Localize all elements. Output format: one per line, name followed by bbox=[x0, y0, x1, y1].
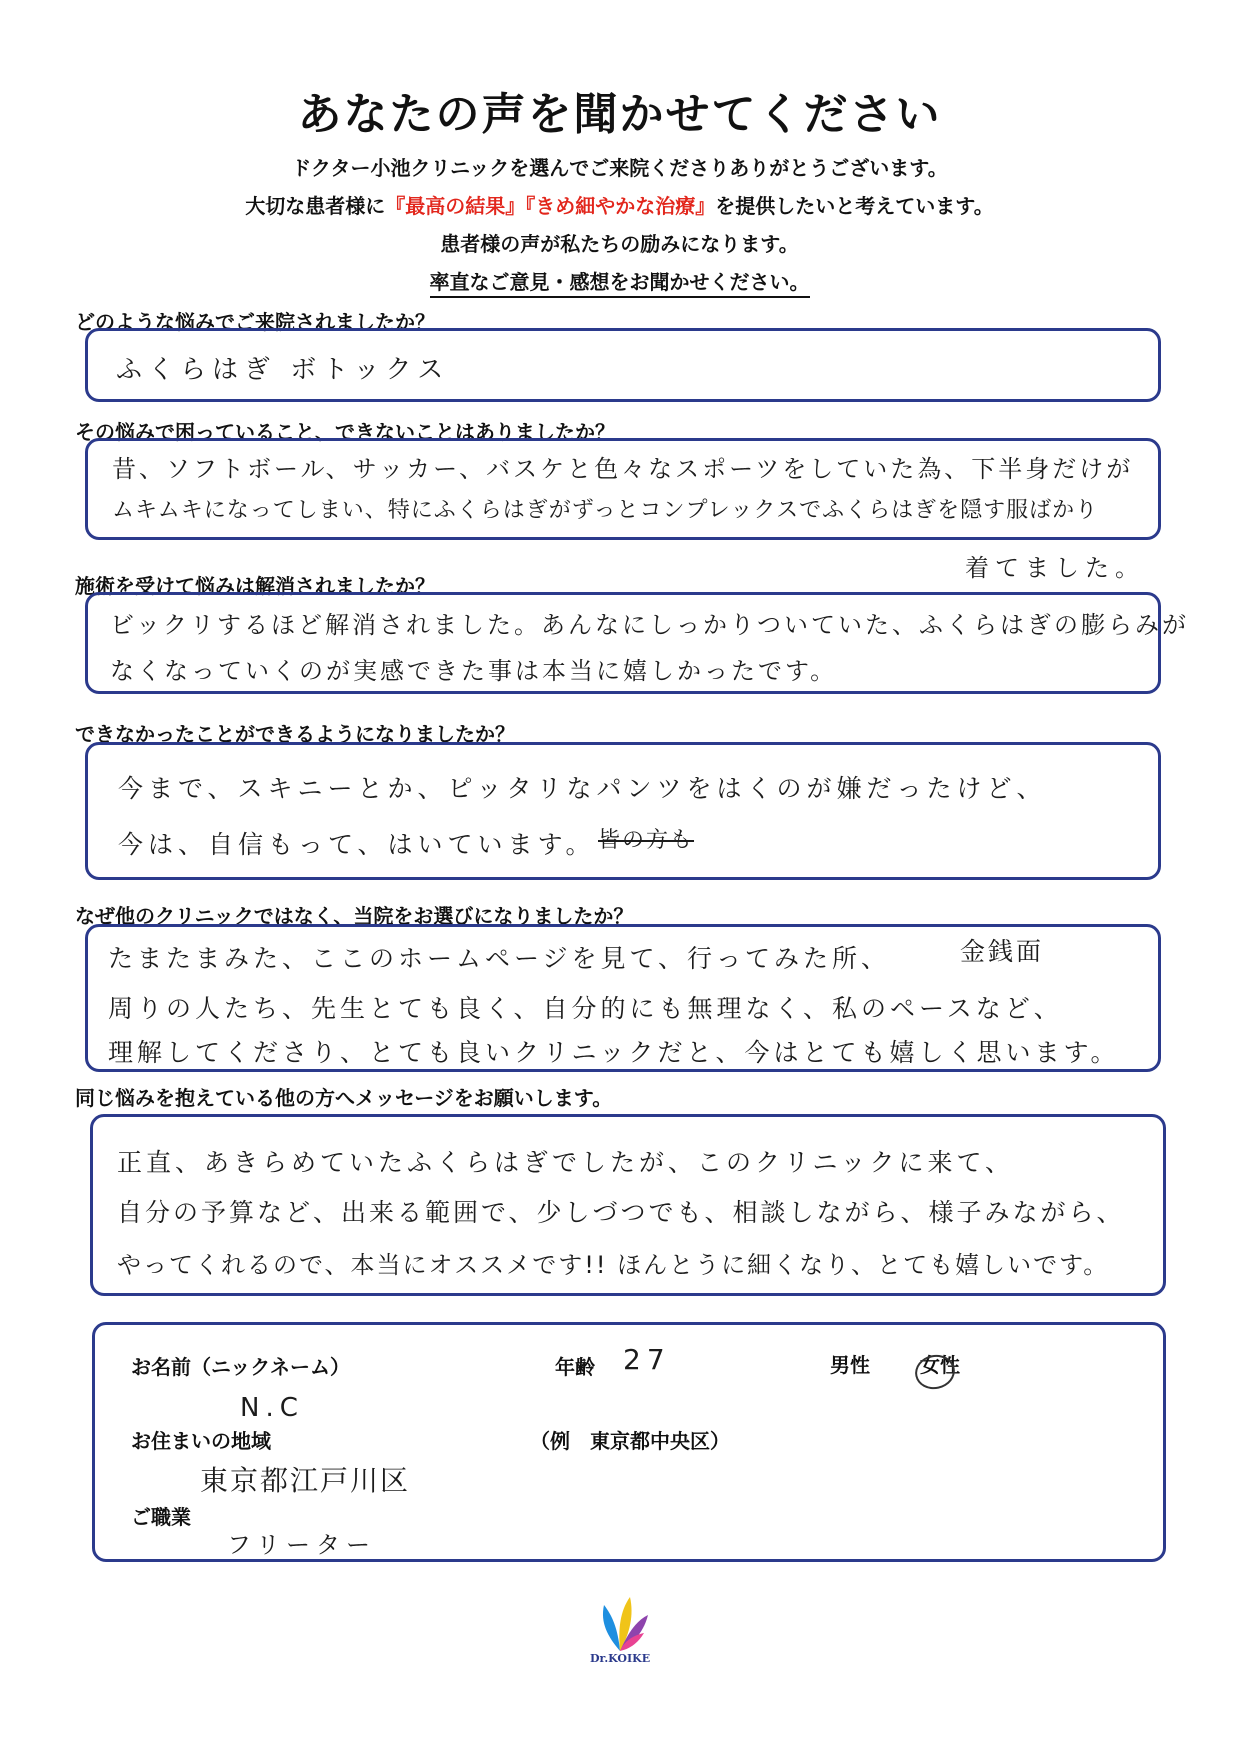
question-5-label: なぜ他のクリニックではなく、当院をお選びになりましたか？ bbox=[75, 904, 634, 928]
question-6-answer-line-2: 自分の予算など、出来る範囲で、少しづつでも、相談しながら、様子みながら、 bbox=[117, 1198, 1125, 1227]
job-label: ご職業 bbox=[131, 1505, 191, 1529]
question-5-answer-note: 金銭面 bbox=[960, 937, 1045, 966]
job-value[interactable]: フリーター bbox=[227, 1531, 377, 1559]
question-4-answer-strike: 皆の方も bbox=[598, 828, 695, 853]
question-4-label: できなかったことができるようになりましたか？ bbox=[75, 722, 515, 746]
page-title: あなたの声を聞かせてください bbox=[297, 89, 942, 140]
question-5-answer-line-3: 理解してくださり、とても良いクリニックだと、今はとても嬉しく思います。 bbox=[108, 1038, 1120, 1067]
age-value[interactable]: 27 bbox=[623, 1343, 671, 1376]
question-5-answer-line-2: 周りの人たち、先生とても良く、自分的にも無理なく、私のペースなど、 bbox=[108, 994, 1063, 1023]
question-6-answer-line-1: 正直、あきらめていたふくらはぎでしたが、このクリニックに来て、 bbox=[117, 1148, 1015, 1177]
logo-text: Dr.KOIKE bbox=[590, 1652, 651, 1665]
dr-koike-logo bbox=[590, 1585, 650, 1655]
question-4-answer-line-1: 今まで、スキニーとか、ピッタリなパンツをはくのが嫌だったけど、 bbox=[118, 774, 1047, 803]
male-option[interactable]: 男性 bbox=[830, 1353, 870, 1377]
question-1-label: どのような悩みでご来院されましたか？ bbox=[75, 310, 435, 334]
intro-line-4 bbox=[0, 266, 1239, 295]
question-2-answer-line-1: 昔、ソフトボール、サッカー、バスケと色々なスポーツをしていた為、下半身だけが bbox=[112, 455, 1134, 483]
question-3-label: 施術を受けて悩みは解消されましたか？ bbox=[75, 574, 435, 598]
question-6-label: 同じ悩みを抱えている他の方へメッセージをお願いします。 bbox=[75, 1086, 613, 1110]
intro-line-2-post: を提供したいと考えています。 bbox=[715, 194, 994, 218]
intro-line-1: ドクター小池クリニックを選んでご来院くださりありがとうございます。 bbox=[291, 156, 948, 180]
question-2-label: その悩みで困っていること、できないことはありましたか？ bbox=[75, 420, 615, 444]
intro-line-4-text: 率直なご意見・感想をお聞かせください。 bbox=[430, 270, 810, 298]
question-3-answer-line-1: ビックリするほど解消されました。あんなにしっかりついていた、ふくらはぎの膨らみが bbox=[110, 611, 1190, 639]
question-4-answer-line-2: 今は、自信もって、はいています。 bbox=[118, 830, 596, 859]
question-4-answer-box[interactable] bbox=[85, 742, 1161, 880]
question-6-answer-line-3: やってくれるので、本当にオススメです!! ほんとうに細くなり、とても嬉しいです。 bbox=[117, 1251, 1110, 1279]
intro-line-2-highlight: 『最高の結果』『きめ細やかな治療』 bbox=[385, 194, 716, 218]
question-1-answer-box[interactable] bbox=[85, 328, 1161, 402]
question-2-answer-box[interactable] bbox=[85, 438, 1161, 540]
question-2-answer-line-2: ムキムキになってしまい、特にふくらはぎがずっとコンプレックスでふくらはぎを隠す服ばかり bbox=[112, 498, 1099, 523]
question-3-answer-line-2: なくなっていくのが実感できた事は本当に嬉しかったです。 bbox=[110, 657, 838, 685]
age-label: 年齢 bbox=[555, 1355, 595, 1379]
question-1-answer-line-1: ふくらはぎ ボトックス bbox=[116, 355, 450, 385]
question-2-answer-line-3: 着てました。 bbox=[965, 554, 1145, 582]
question-5-answer-line-1: たまたまみた、ここのホームページを見て、行ってみた所、 bbox=[108, 944, 891, 973]
intro-line-2-pre: 大切な患者様に bbox=[245, 194, 386, 218]
name-value[interactable]: N.C bbox=[240, 1393, 304, 1423]
area-value[interactable]: 東京都江戸川区 bbox=[200, 1464, 411, 1497]
profile-box bbox=[92, 1322, 1166, 1562]
name-label: お名前（ニックネーム） bbox=[131, 1355, 350, 1379]
question-3-answer-box[interactable] bbox=[85, 592, 1190, 694]
intro-line-3: 患者様の声が私たちの励みになります。 bbox=[440, 232, 799, 256]
question-6-answer-box[interactable] bbox=[90, 1114, 1166, 1296]
area-example: （例 東京都中央区） bbox=[530, 1429, 730, 1453]
area-label: お住まいの地域 bbox=[131, 1429, 271, 1453]
logo-petal-blue bbox=[603, 1605, 620, 1651]
intro-line-2 bbox=[0, 190, 1239, 219]
female-option[interactable]: 女性 bbox=[920, 1353, 960, 1377]
